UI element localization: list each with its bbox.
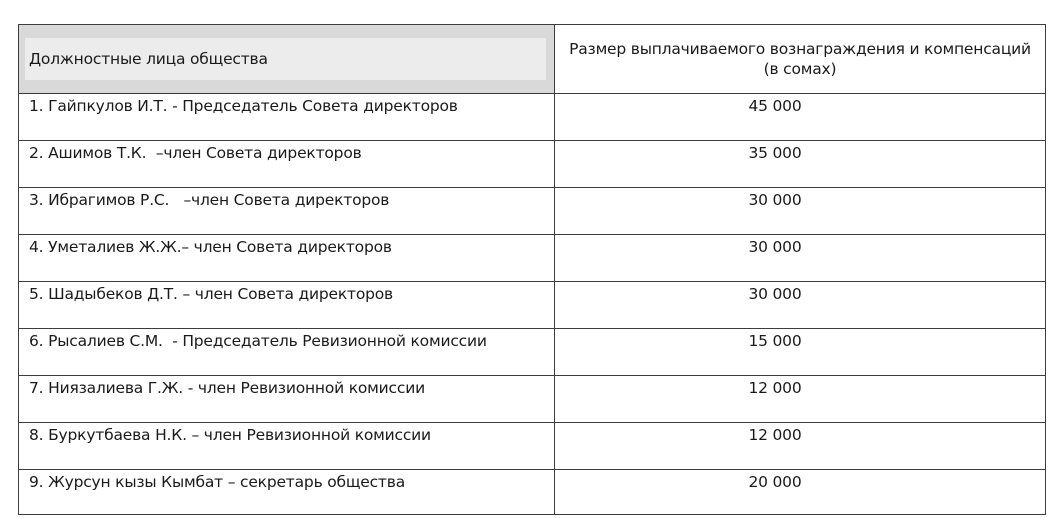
header-amount-line2: (в сомах)	[763, 60, 837, 78]
header-amount-line1: Размер выплачиваемого вознаграждения и компенсаций	[569, 40, 1031, 58]
official-name: 4. Уметалиев Ж.Ж.– член Совета директоров	[19, 235, 555, 282]
header-officials	[19, 25, 555, 94]
official-name: 1. Гайпкулов И.Т. - Председатель Совета директоров	[19, 94, 555, 141]
official-name: 5. Шадыбеков Д.Т. – член Совета директоров	[19, 282, 555, 329]
table-row	[19, 235, 1046, 282]
header-officials-label: Должностные лица общества	[25, 38, 546, 80]
header-amount	[555, 25, 1046, 94]
table-row	[19, 94, 1046, 141]
official-name: 9. Журсун кызы Кымбат – секретарь общества	[19, 470, 555, 515]
compensation-amount: 30 000	[555, 188, 1046, 235]
table-row	[19, 282, 1046, 329]
compensation-amount: 30 000	[555, 235, 1046, 282]
header-row	[19, 25, 1046, 94]
official-name: 3. Ибрагимов Р.С. –член Совета директоров	[19, 188, 555, 235]
official-name: 6. Рысалиев С.М. - Председатель Ревизионной комиссии	[19, 329, 555, 376]
table-row	[19, 141, 1046, 188]
official-name: 7. Ниязалиева Г.Ж. - член Ревизионной комиссии	[19, 376, 555, 423]
table-row	[19, 188, 1046, 235]
compensation-table	[18, 24, 1046, 515]
table-row	[19, 423, 1046, 470]
compensation-amount: 12 000	[555, 376, 1046, 423]
official-name: 2. Ашимов Т.К. –член Совета директоров	[19, 141, 555, 188]
compensation-amount: 45 000	[555, 94, 1046, 141]
table-row	[19, 329, 1046, 376]
table-row	[19, 470, 1046, 515]
compensation-amount: 15 000	[555, 329, 1046, 376]
official-name: 8. Буркутбаева Н.К. – член Ревизионной комиссии	[19, 423, 555, 470]
compensation-amount: 30 000	[555, 282, 1046, 329]
compensation-amount: 20 000	[555, 470, 1046, 515]
compensation-amount: 12 000	[555, 423, 1046, 470]
compensation-amount: 35 000	[555, 141, 1046, 188]
table-row	[19, 376, 1046, 423]
